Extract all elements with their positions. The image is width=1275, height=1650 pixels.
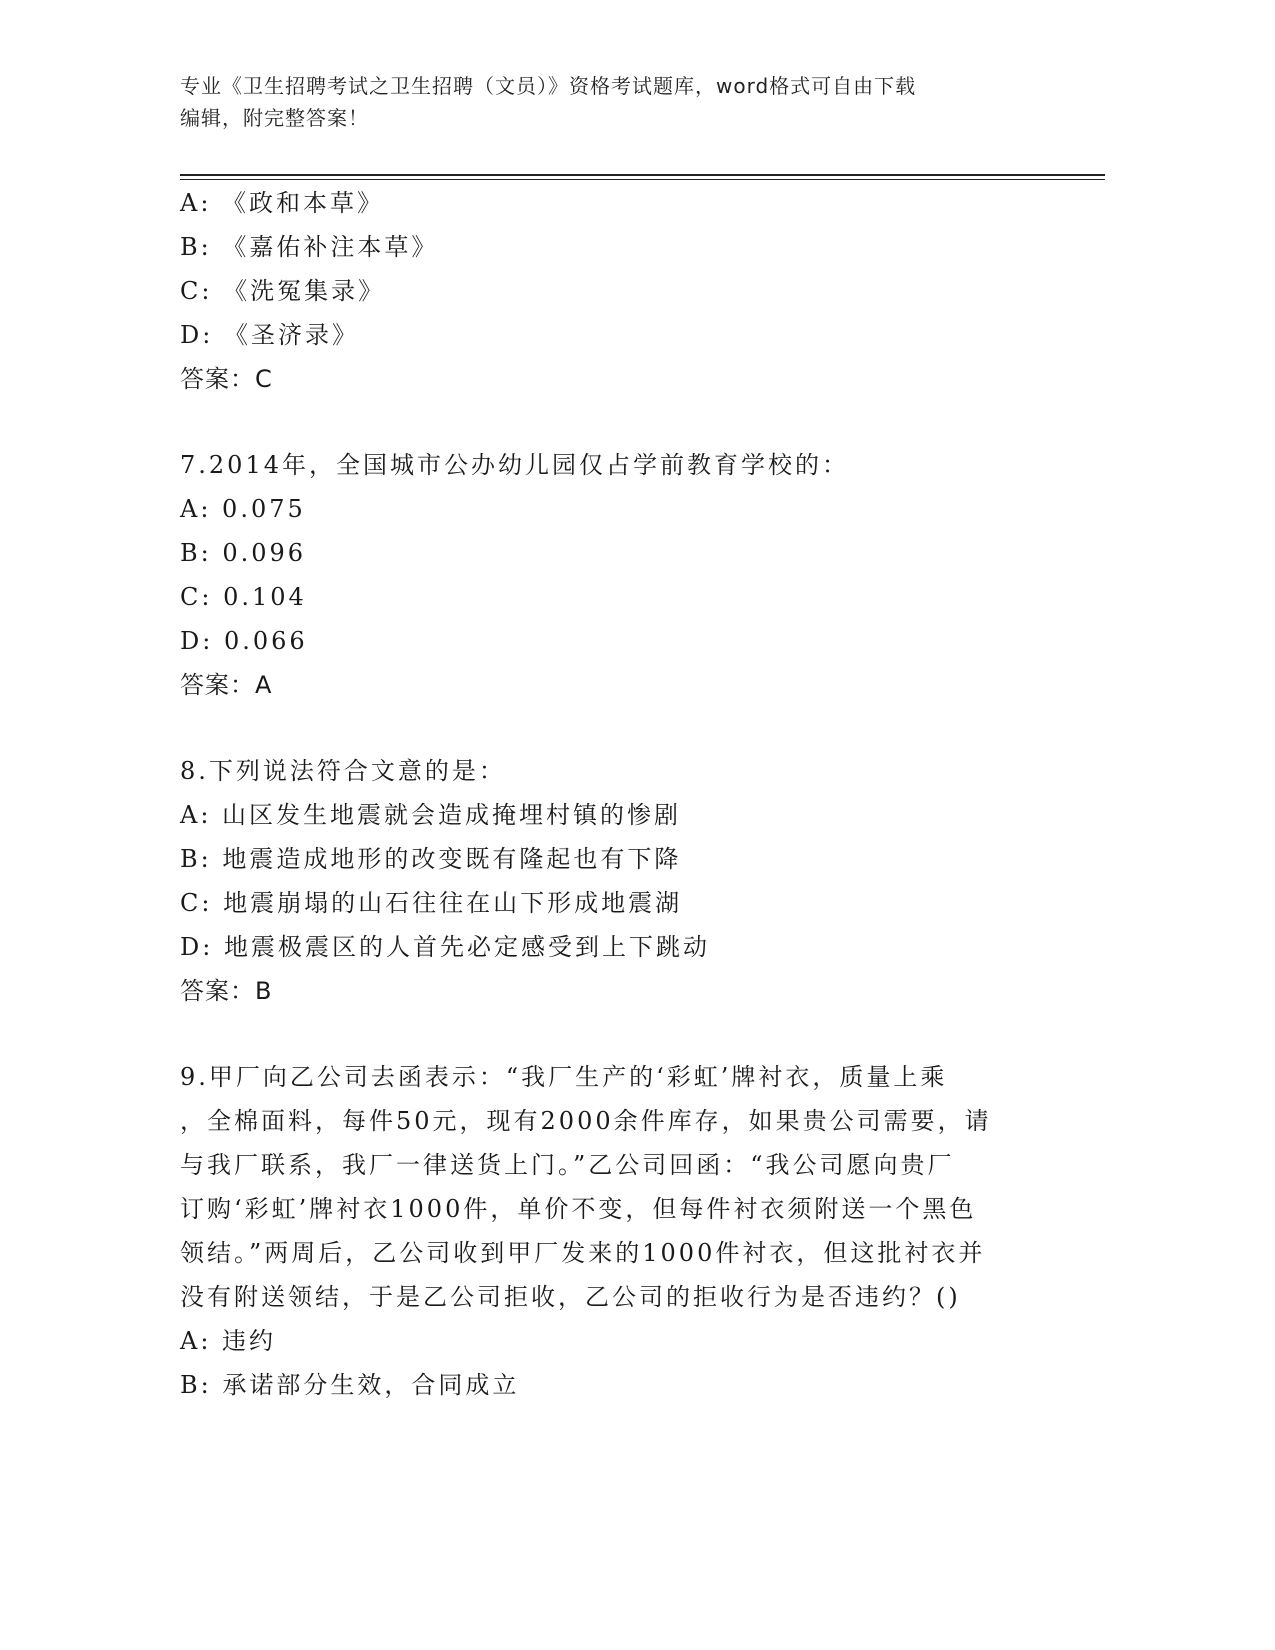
question-list bbox=[180, 181, 1105, 1407]
document-header bbox=[180, 70, 1040, 134]
q9-stem-line-3: 与我厂联系，我厂一律送货上门。”乙公司回函：“我公司愿向贵厂 bbox=[180, 1151, 955, 1179]
q9-stem-line-4: 订购‘彩虹’牌衬衣1000件，单价不变，但每件衬衣须附送一个黑色 bbox=[180, 1195, 977, 1223]
q6-option-b: B: 《嘉佑补注本草》 bbox=[180, 233, 439, 261]
q7-answer: 答案：A bbox=[180, 671, 273, 699]
q7-stem: 7.2014年，全国城市公办幼儿园仅占学前教育学校的： bbox=[180, 451, 849, 479]
q7-option-a: A: 0.075 bbox=[180, 495, 306, 523]
spacer bbox=[180, 707, 1105, 749]
q7-option-b: B: 0.096 bbox=[180, 539, 307, 567]
q9-option-a: A: 违约 bbox=[180, 1327, 277, 1355]
spacer bbox=[180, 1013, 1105, 1055]
question-9 bbox=[180, 1055, 1105, 1407]
q9-stem-line-6: 没有附送领结，于是乙公司拒收，乙公司的拒收行为是否违约？() bbox=[180, 1283, 961, 1311]
q8-option-b: B: 地震造成地形的改变既有隆起也有下降 bbox=[180, 845, 682, 873]
q7-option-c: C: 0.104 bbox=[180, 583, 307, 611]
q6-option-a: A: 《政和本草》 bbox=[180, 189, 385, 217]
question-8 bbox=[180, 749, 1105, 1013]
q9-option-b: B: 承诺部分生效，合同成立 bbox=[180, 1371, 520, 1399]
spacer bbox=[180, 401, 1105, 443]
q6-option-c: C: 《洗冤集录》 bbox=[180, 277, 386, 305]
q8-stem: 8.下列说法符合文意的是： bbox=[180, 757, 506, 785]
q8-option-d: D: 地震极震区的人首先必定感受到上下跳动 bbox=[180, 933, 710, 961]
question-6 bbox=[180, 181, 1105, 401]
q8-answer: 答案：B bbox=[180, 977, 273, 1005]
q8-option-c: C: 地震崩塌的山石往往在山下形成地震湖 bbox=[180, 889, 683, 917]
header-line-2: 编辑，附完整答案！ bbox=[180, 106, 369, 130]
q7-option-d: D: 0.066 bbox=[180, 627, 308, 655]
header-divider bbox=[180, 174, 1105, 180]
q9-stem-line-1: 9.甲厂向乙公司去函表示：“我厂生产的‘彩虹’牌衬衣，质量上乘 bbox=[180, 1063, 948, 1091]
q6-answer: 答案：C bbox=[180, 365, 273, 393]
q6-option-d: D: 《圣济录》 bbox=[180, 321, 359, 349]
header-line-1: 专业《卫生招聘考试之卫生招聘（文员）》资格考试题库，word格式可自由下载 bbox=[180, 74, 917, 98]
q9-stem-line-2: ，全棉面料，每件50元，现有2000余件库存，如果贵公司需要，请 bbox=[180, 1107, 992, 1135]
q8-option-a: A: 山区发生地震就会造成掩埋村镇的惨剧 bbox=[180, 801, 682, 829]
q9-stem-line-5: 领结。”两周后，乙公司收到甲厂发来的1000件衬衣，但这批衬衣并 bbox=[180, 1239, 986, 1267]
question-7 bbox=[180, 443, 1105, 707]
